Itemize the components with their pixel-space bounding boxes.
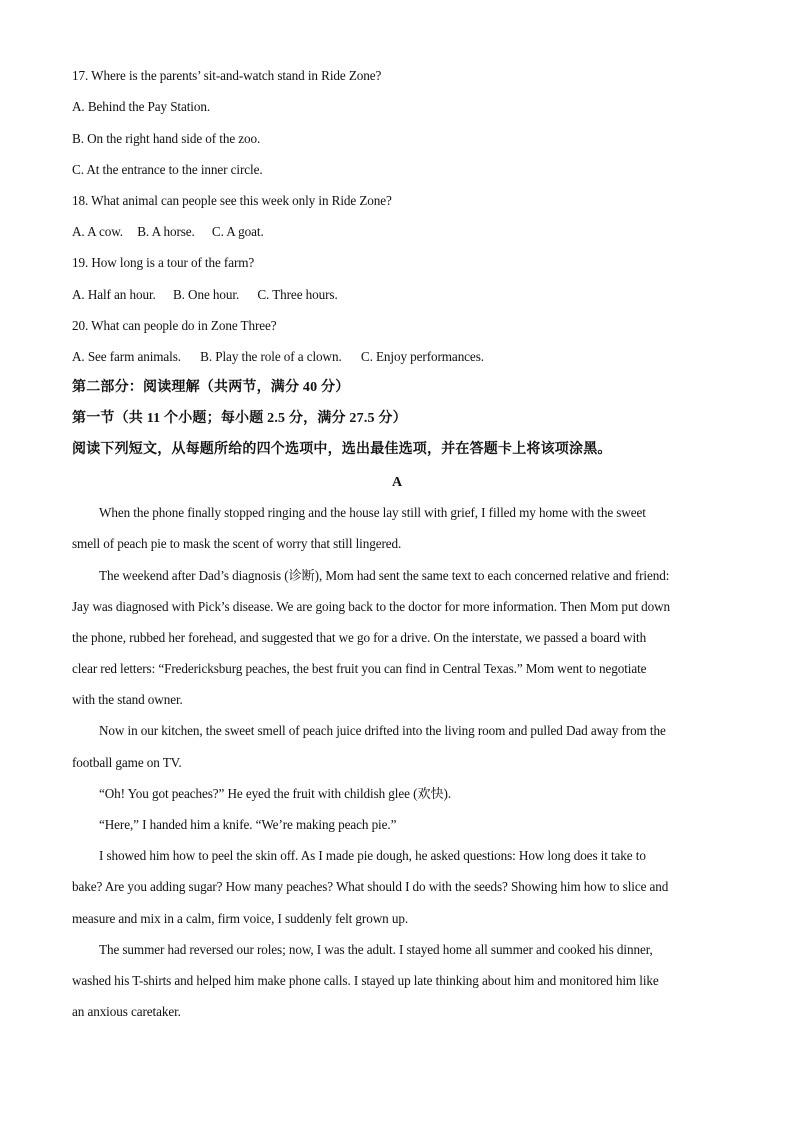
question-18-stem: 18. What animal can people see this week only in Ride Zone? (72, 193, 392, 208)
passage-line: clear red letters: “Fredericksburg peaches, the best fruit you can find in Central Texas.” Mom went to negotiate (72, 661, 647, 676)
passage-line: washed his T-shirts and helped him make phone calls. I stayed up late thinking about him and monitored him like (72, 973, 659, 988)
question-19-option-a: A. Half an hour. (72, 287, 156, 302)
passage-line: the phone, rubbed her forehead, and suggested that we go for a drive. On the interstate, we passed a board with (72, 630, 647, 645)
passage-line: I showed him how to peel the skin off. As I made pie dough, he asked questions: How long does it take to (99, 848, 646, 863)
passage-line: Now in our kitchen, the sweet smell of peach juice drifted into the living room and pulled Dad away from the (99, 723, 666, 738)
question-20-option-c: C. Enjoy performances. (360, 349, 484, 364)
question-19-option-b: B. One hour. (172, 287, 240, 302)
question-19-options (72, 287, 338, 303)
sub-heading: 第一节（共 11 个小题；每小题 2.5 分，满分 27.5 分） (72, 411, 407, 426)
passage-line: smell of peach pie to mask the scent of worry that still lingered. (72, 536, 402, 551)
question-17-option-c: C. At the entrance to the inner circle. (72, 162, 263, 177)
passage-line: “Here,” I handed him a knife. “We’re making peach pie.” (99, 817, 397, 832)
passage-line: bake? Are you adding sugar? How many peaches? What should I do with the seeds? Showing him how to slice and (72, 879, 669, 894)
question-18-options (72, 224, 264, 240)
passage-line: The weekend after Dad’s diagnosis (诊断), Mom had sent the same text to each concerned relative and friend: (99, 568, 670, 583)
passage-line: Jay was diagnosed with Pick’s disease. We are going back to the doctor for more information. Then Mom put down (72, 599, 670, 614)
passage-line: When the phone finally stopped ringing and the house lay still with grief, I filled my home with the sweet (99, 505, 646, 520)
question-20-option-b: B. Play the role of a clown. (200, 349, 342, 364)
passage-line: an anxious caretaker. (72, 1004, 181, 1019)
question-20-options (72, 349, 484, 365)
question-20-option-a: A. See farm animals. (72, 349, 181, 364)
passage-line: with the stand owner. (72, 692, 183, 707)
passage-line: “Oh! You got peaches?” He eyed the fruit with childish glee (欢快). (99, 786, 452, 801)
passage-line: football game on TV. (72, 755, 182, 770)
question-18-option-c: C. A goat. (211, 224, 264, 239)
passage-line: The summer had reversed our roles; now, I was the adult. I stayed home all summer and cooked his dinner, (99, 942, 653, 957)
part-heading: 第二部分：阅读理解（共两节，满分 40 分） (72, 380, 350, 395)
question-17-option-a: A. Behind the Pay Station. (72, 99, 211, 114)
question-20-stem: 20. What can people do in Zone Three? (72, 318, 277, 333)
instruction: 阅读下列短文，从每题所给的四个选项中，选出最佳选项，并在答题卡上将该项涂黑。 (72, 442, 612, 457)
question-19-option-c: C. Three hours. (257, 287, 338, 302)
question-17-stem: 17. Where is the parents’ sit-and-watch stand in Ride Zone? (72, 68, 382, 83)
question-19-stem: 19. How long is a tour of the farm? (72, 255, 255, 270)
passage-label: A (391, 475, 403, 490)
question-18-option-b: B. A horse. (137, 224, 195, 239)
question-17-option-b: B. On the right hand side of the zoo. (72, 131, 261, 146)
question-18-option-a: A. A cow. (72, 224, 123, 239)
passage-line: measure and mix in a calm, firm voice, I suddenly felt grown up. (72, 911, 409, 926)
